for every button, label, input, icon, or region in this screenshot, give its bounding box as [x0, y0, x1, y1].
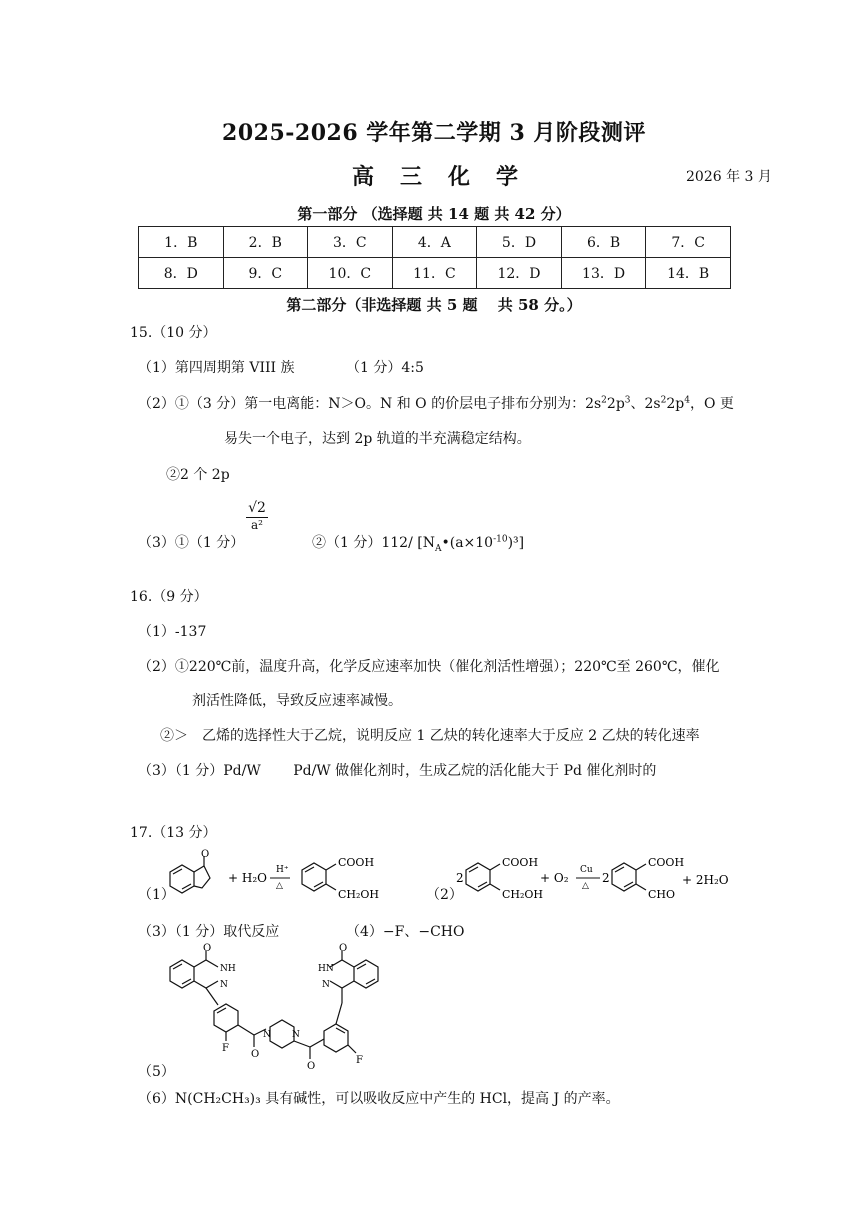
answer-cell: 14．B: [646, 258, 731, 289]
struct-hn-right: HN: [318, 964, 334, 974]
q17-p3: （3）（1 分）取代反应: [138, 924, 280, 940]
product-1-structure: [302, 863, 336, 891]
rxn2-ch2oh: CH₂OH: [502, 888, 544, 901]
q15-p3-a: （3）①（1 分）: [138, 535, 245, 551]
struct-n-right: N: [322, 980, 330, 990]
q15-p3-b-tail: •(a×10: [441, 535, 494, 551]
reactant-2-structure: [466, 863, 500, 891]
subject-title: 高三化学: [352, 164, 545, 190]
rxn2-prod-cho: CHO: [648, 888, 676, 901]
rxn1-cond-top: H⁺: [276, 865, 289, 875]
fraction-denominator: a²: [251, 518, 263, 532]
reaction-2-diagram: [452, 850, 752, 910]
product-2-structure: [612, 863, 646, 891]
answer-cell: 6．B: [561, 227, 646, 258]
rxn2-cond-top: Cu: [580, 865, 593, 875]
q17-p2-label: （2）: [426, 887, 463, 903]
answer-cell: 1．B: [139, 227, 224, 258]
reaction-1-diagram: [160, 850, 400, 910]
q15-p1-label: （1）第四周期第 VIII 族: [138, 360, 295, 376]
answer-cell: 7．C: [646, 227, 731, 258]
struct-f-right: F: [356, 1055, 363, 1066]
answer-cell: 13．D: [561, 258, 646, 289]
q16-p3: （3）（1 分）Pd/W Pd/W 做催化剂时，生成乙烷的活化能大于 Pd 催化剂时的: [138, 763, 657, 779]
struct-nh-left: NH: [220, 964, 236, 974]
q15-p3-b-end: )³]: [507, 535, 525, 551]
q16-header: 16.（9 分）: [130, 589, 208, 605]
answer-row-1: [139, 227, 731, 258]
q17-p6: （6）N(CH₂CH₃)₃ 具有碱性，可以吸收反应中产生的 HCl，提高 J 的产率。: [138, 1091, 620, 1107]
answer-cell: 11．C: [392, 258, 477, 289]
q17-header: 17.（13 分）: [130, 825, 217, 841]
rxn2-reagent: + O₂: [540, 871, 569, 885]
answer-cell: 10．C: [308, 258, 393, 289]
q15-p3-b-text: ②（1 分）112/ [N: [312, 535, 435, 551]
answer-table: [138, 226, 731, 289]
q15-p2-sub2: ②2 个 2p: [166, 467, 230, 483]
answer-cell: 3．C: [308, 227, 393, 258]
rxn2-cond-bot: △: [582, 881, 589, 891]
q15-p2-line: （2）①（3 分）第一电离能：N＞O。N 和 O 的价层电子排布分别为：$2s^22p^3$、$2s^22p^4$，O 更: [138, 395, 734, 412]
rxn2-coef2: 2: [602, 871, 610, 885]
olaparib-like-structure: [160, 945, 420, 1085]
struct-n-left: N: [220, 980, 228, 990]
exam-title: 2025-2026 学年第二学期 3 月阶段测评: [222, 120, 646, 146]
struct-n-pip2: N: [292, 1030, 300, 1040]
phthalide-structure: [170, 856, 210, 893]
rxn1-ch2oh: CH₂OH: [338, 888, 380, 901]
rxn1-cond-bot: △: [276, 881, 283, 891]
fraction-numerator: √2: [246, 500, 268, 518]
q16-p2-sub2: ②＞ 乙烯的选择性大于乙烷，说明反应 1 乙炔的转化速率大于反应 2 乙炔的转化速率: [160, 728, 700, 744]
rxn1-cooh: COOH: [338, 856, 375, 869]
q17-p1-label: （1）: [138, 887, 175, 903]
rxn2-coef: 2: [456, 871, 464, 885]
struct-o-mid2: O: [307, 1061, 316, 1072]
struct-o-mid1: O: [251, 1049, 260, 1060]
q16-p1: （1）-137: [138, 624, 207, 640]
answer-cell: 9．C: [223, 258, 308, 289]
phthalide-o-label: O: [201, 849, 210, 860]
part2-heading: 第二部分（非选择题 共 5 题 共 58 分。）: [286, 296, 582, 314]
answer-cell: 12．D: [477, 258, 562, 289]
rxn2-cooh: COOH: [502, 856, 539, 869]
q15-fraction: [246, 500, 268, 532]
exam-date: 2026 年 3 月: [686, 169, 772, 185]
q15-p2-text: （2）①（3 分）第一电离能：N＞O。N 和 O 的价层电子排布分别为：2s: [138, 396, 602, 412]
answer-cell: 4．A: [392, 227, 477, 258]
q17-p4: （4）−F、−CHO: [346, 924, 465, 940]
answer-cell: 5．D: [477, 227, 562, 258]
answer-row-2: [139, 258, 731, 289]
q15-p2-cont: 易失一个电子，达到 2p 轨道的半充满稳定结构。: [224, 431, 531, 447]
struct-o-left: O: [203, 943, 212, 954]
q15-p1-value: （1 分）4:5: [346, 360, 424, 376]
part1-heading: 第一部分 （选择题 共 14 题 共 42 分）: [297, 205, 571, 223]
rxn2-prod-cooh: COOH: [648, 856, 685, 869]
rxn2-water: + 2H₂O: [682, 873, 729, 887]
q15-header: 15.（10 分）: [130, 325, 217, 341]
answer-cell: 8．D: [139, 258, 224, 289]
answer-cell: 2．B: [223, 227, 308, 258]
struct-n-pip1: N: [263, 1030, 271, 1040]
q16-p2-line2: 剂活性降低，导致反应速率减慢。: [192, 693, 402, 709]
rxn1-reagent: + H₂O: [228, 871, 267, 885]
struct-o-right: O: [339, 943, 348, 954]
q15-p3-b: ②（1 分）112/ $[N_A•(a\times 10^{-10})^3]$: [312, 534, 525, 554]
q15-p3-b-exp: -10: [493, 534, 508, 545]
q16-p2-line1: （2）①220℃前，温度升高，化学反应速率加快（催化剂活性增强）；220℃至 260℃，催化: [138, 659, 720, 675]
struct-f-left: F: [222, 1043, 229, 1054]
q17-p5-label: （5）: [138, 1064, 175, 1080]
